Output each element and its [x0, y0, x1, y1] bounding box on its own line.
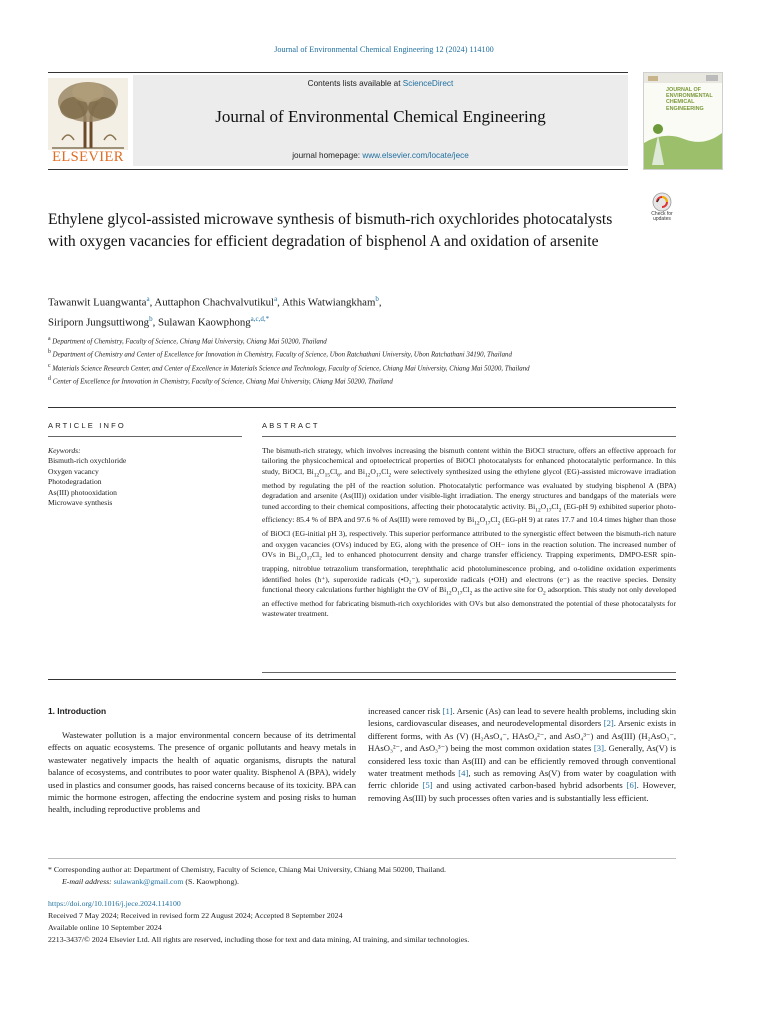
citation-link[interactable]: [5] [422, 780, 433, 791]
email-line [48, 876, 676, 888]
affiliation-item [48, 374, 628, 387]
cover-line-1: JOURNAL OF [666, 87, 701, 93]
available-online: Available online 10 September 2024 [48, 923, 162, 932]
section-divider [48, 407, 676, 408]
citation-link[interactable]: [4] [458, 768, 469, 779]
elsevier-logo[interactable] [48, 78, 128, 166]
author-name[interactable]: Siriporn Jungsuttiwong [48, 316, 150, 329]
elsevier-wordmark: ELSEVIER [52, 149, 124, 165]
affiliation-item [48, 361, 628, 374]
abstract-end-rule [262, 672, 676, 673]
introduction-heading: 1. Introduction [48, 706, 107, 716]
check-for-updates-badge[interactable] [647, 192, 677, 228]
corresponding-author-text: * Corresponding author at: Department of Chemistry, Faculty of Science, Chiang Mai University, Chiang Mai 50200, Thailand. [48, 865, 446, 874]
affiliation-mark: b [48, 349, 51, 356]
keyword-item: As(III) photooxidation [48, 487, 117, 497]
affiliation-mark: d [48, 375, 51, 382]
affiliation-text: Department of Chemistry, Faculty of Science, Chiang Mai University, Chiang Mai 50200, Thailand [52, 338, 327, 346]
homepage-prefix: journal homepage: [292, 151, 363, 160]
author-affil-mark[interactable]: b [375, 295, 379, 303]
abstract-heading: ABSTRACT [262, 421, 320, 430]
journal-title: Journal of Environmental Chemical Engineering [215, 107, 546, 126]
check-label-line-1: Check for [651, 211, 673, 217]
affiliation-text: Department of Chemistry and Center of Excellence for Innovation in Chemistry, Faculty of Science, Ubon Ratchathani University, Ubon Ratchathani 34190, Thailand [52, 351, 512, 359]
citation-link[interactable]: [2] [603, 718, 614, 729]
header-top-rule [48, 72, 628, 73]
abstract-text: The bismuth-rich strategy, which involves increasing the bismuth content within the BiOCl structure, offers an effective approach for tailoring the physicochemical and optoelectrical properties of BiOCl photocatalysts for enhanced photocatalytic performance. In this study, BiOCl, $Bi_{12}O_{15}Cl_6$, and $Bi_{12}O_{17}Cl_2$ were selectively synthesized using the ethylene glycol (EG)-assisted microwave irradiation method by regulating the pH of the reaction solution. Photocatalytic performance was evaluated by studying bisphenol A (BPA) degradation and arsenite (As(III)) oxidation under visible-light irradiation. The energy structures and bandgaps of the materials were tuned according to their chemical compositions, affecting their photocatalytic activity. $Bi_{12}O_{17}Cl_2$ (EG-pH 9) exhibited superior photo-efficiency: 85.4 % of BPA and 97.6 % of As(III) were removed by $Bi_{12}O_{17}Cl_2$ (EG-pH 9) at rates 17.7 and 10.4 times higher than those of BiOCl (EG-initial pH 3), respectively. This superior performance attributed to the synergistic effect between the bismuth-rich nature and oxygen vacancies (OVs) induced by EG, along with the presence of OH− ions in the reaction solution. The increased number of OVs in $Bi_{12}O_{17}Cl_2$ led to enhanced photocurrent density and charge transfer efficiency. Trapping experiments, DMPO-ESR spin-trapping, nitroblue tetrazolium transformation, terephthalic acid photoluminescence probing, and o-tolidine oxidation experiments identified holes (h⁺), superoxide radicals (•O₂⁻), superoxide radicals (•OH) and electrons (e⁻) as the reactive species. Density functional theory calculations further highlight the OV of $Bi_{12}O_{17}Cl_2$ as the active site for $O_2$ adsorption. This study not only developed an effective method for fabricating bismuth-rich oxychlorides with OVs but also demonstrated the potential of these photocatalysts for wastewater treatment. [262, 446, 677, 619]
received-dates: Received 7 May 2024; Received in revised form 22 August 2024; Accepted 8 September 2024 [48, 911, 343, 920]
journal-homepage-link[interactable]: www.elsevier.com/locate/jece [362, 151, 469, 160]
body-column-left: Wastewater pollution is a major environmental concern because of its detrimental effects on aquatic ecosystems. The presence of organic pollutants and heavy metals in wastewater negatively impacts the health of aquatic organisms, disrupts the natural balance of ecosystems, and contributes to poor water quality. Bisphenol A (BPA), widely used in plastics and consumer goods, has raised concerns because of its toxicity. BPA can mimic the hormone estrogen, affecting the endocrine system and posing risks to human health, including reproductive problems and [48, 730, 356, 815]
cover-title [666, 87, 713, 112]
author-affil-mark[interactable]: a [146, 295, 150, 303]
journal-cover-thumbnail[interactable] [643, 72, 723, 170]
keyword-item: Bismuth-rich oxychloride [48, 456, 127, 466]
keyword-item: Photodegradation [48, 477, 102, 487]
author-affil-mark[interactable]: a,c,d,* [250, 314, 270, 323]
article-info-heading: ARTICLE INFO [48, 421, 126, 430]
article-metadata [48, 898, 676, 946]
journal-masthead [133, 75, 628, 166]
homepage-line [133, 151, 628, 160]
cover-line-4: ENGINEERING [666, 105, 704, 112]
contents-prefix: Contents lists available at [307, 79, 403, 88]
email-link[interactable]: sulawank@gmail.com [113, 877, 184, 886]
keywords-label: Keywords: [48, 446, 81, 455]
author-affil-mark[interactable]: b [149, 314, 153, 323]
author-affil-mark[interactable]: a [274, 295, 278, 303]
tree-icon [48, 78, 128, 150]
corresponding-author-footnote [48, 864, 676, 888]
keyword-item: Microwave synthesis [48, 498, 113, 508]
body-column-right: increased cancer risk [1]. Arsenic (As) can lead to severe health problems, including skin lesions, cardiovascular diseases, and neurodevelopmental disorders [2]. Arsenic exists in different forms, with As (V) (H₂AsO₄⁻, HAsO₄²⁻, and AsO₄³⁻) and As(III) (H₂AsO₃⁻, HAsO₃²⁻, and AsO₃³⁻) being the most common oxidation states [3]. Generally, As(V) is considered less toxic than As(III) and can be efficiently removed through conventional water treatment methods [4], such as removing As(V) from water by coagulation with ferric chloride [5] and using activated carbon-based hybrid adsorbents [6]. However, removing As(III) by such processes often varies and is substantially less efficient. [368, 706, 676, 803]
citation-link[interactable]: [3] [593, 743, 604, 754]
author-name[interactable]: Auttaphon Chachvalvutikul [154, 296, 275, 309]
header-bottom-rule [48, 169, 628, 170]
copyright-notice: 2213-3437/© 2024 Elsevier Ltd. All rights are reserved, including those for text and data mining, AI training, and similar technologies. [48, 935, 470, 944]
author-name[interactable]: Athis Watwiangkham [281, 296, 376, 309]
affiliation-item [48, 334, 628, 347]
article-info-rule [48, 436, 242, 437]
author-name[interactable]: Tawanwit Luangwanta [48, 296, 147, 309]
doi-link[interactable]: https://doi.org/10.1016/j.jece.2024.114100 [48, 899, 181, 908]
author-list: Tawanwit Luangwanta$^a$, Auttaphon Chachvalvutikul$^a$, Athis Watwiangkham$^b$, Siriporn Jungsuttiwong$^b$, Sulawan Kaowphong$^{a,c,d,*}$ [48, 295, 382, 329]
contents-line [133, 79, 628, 88]
keyword-item: Oxygen vacancy [48, 466, 99, 476]
affiliation-text: Center of Excellence for Innovation in Chemistry, Faculty of Science, Chiang Mai University, Chiang Mai 50200, Thailand [52, 378, 393, 386]
author-name[interactable]: Sulawan Kaowphong [158, 316, 251, 329]
keywords-block [48, 446, 242, 508]
citation-link[interactable]: [1] [442, 706, 453, 716]
cover-line-2: ENVIRONMENTAL [666, 93, 713, 100]
citation-link[interactable]: [6] [626, 780, 637, 791]
email-suffix: (S. Kaowphong). [183, 877, 239, 886]
check-label-line-2: updates [653, 216, 671, 223]
sciencedirect-link[interactable]: ScienceDirect [402, 79, 454, 88]
affiliation-mark: c [48, 362, 51, 369]
body-divider [48, 679, 676, 680]
affiliation-item [48, 347, 628, 360]
abstract-rule [262, 436, 676, 437]
check-updates-icon [647, 192, 677, 212]
check-updates-label [647, 212, 677, 223]
affiliation-list [48, 334, 628, 387]
affiliation-text: Materials Science Research Center, and Center of Excellence in Materials Science and Technology, Faculty of Science, Chiang Mai University, Chiang Mai 50200, Thailand [52, 364, 530, 372]
footnote-rule [48, 858, 676, 859]
article-title: Ethylene glycol-assisted microwave synthesis of bismuth-rich oxychlorides photocatalysts with oxygen vacancies for efficient degradation of bisphenol A and oxidation of arsenite [48, 211, 613, 250]
affiliation-mark: a [48, 336, 51, 342]
email-label: E-mail address: [62, 877, 114, 886]
running-header[interactable]: Journal of Environmental Chemical Engineering 12 (2024) 114100 [274, 45, 494, 54]
cover-line-3: CHEMICAL [666, 99, 695, 106]
